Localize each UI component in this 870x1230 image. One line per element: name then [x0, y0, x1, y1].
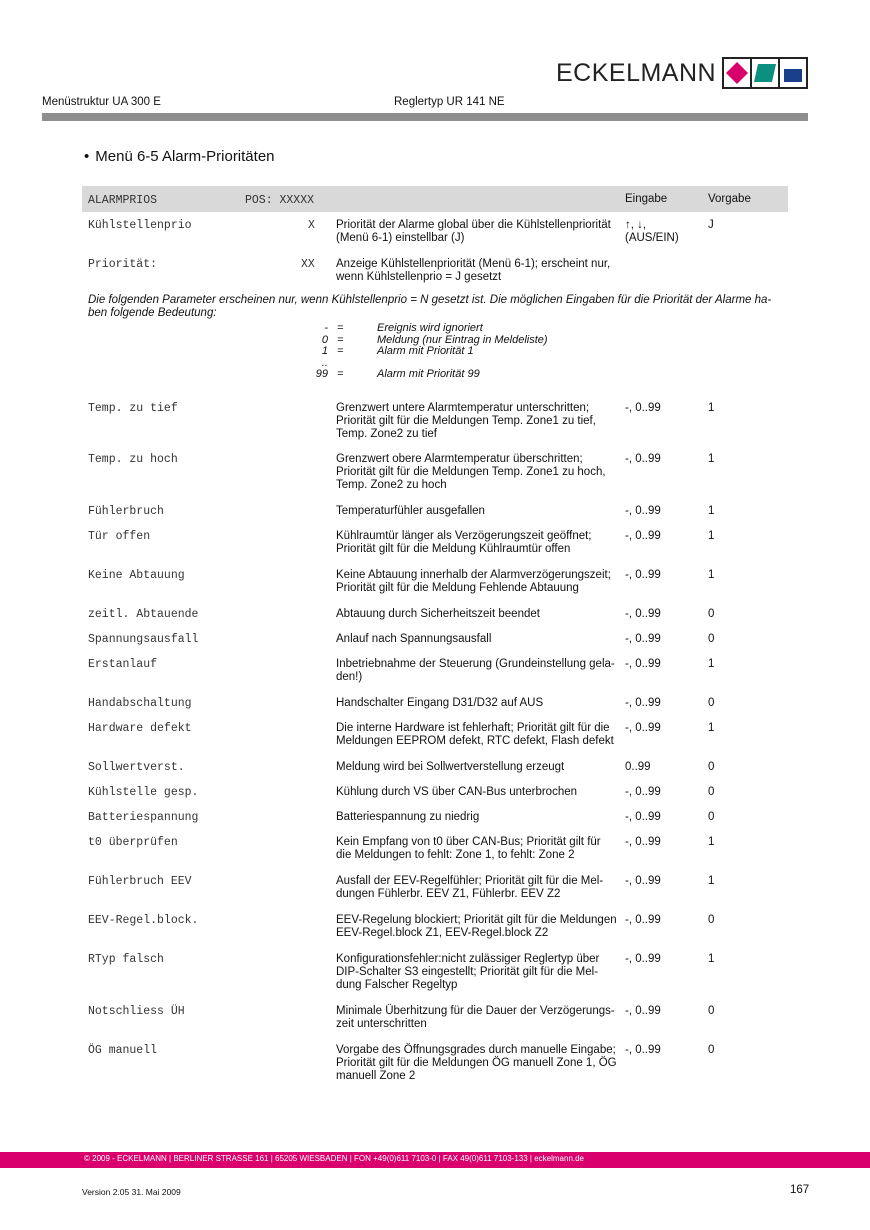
param-name: zeitl. Abtauende: [88, 608, 199, 621]
param-description: Konfigurationsfehler:nicht zulässiger Reglertyp über DIP-Schalter S3 eingestellt; Priorität gilt für die Mel-dung Falscher Regeltyp: [336, 953, 600, 991]
param-description: Ausfall der EEV-Regelfühler; Priorität gilt für die Mel-dungen Fühlerbr. EEV Z1, Fühlerbr. EEV Z2: [336, 875, 604, 900]
param-description: Anlauf nach Spannungsausfall: [336, 633, 492, 645]
legend-key: 1: [321, 345, 328, 357]
param-input: -, 0..99: [625, 875, 661, 887]
param-default: 1: [708, 722, 715, 734]
param-description: Priorität der Alarme global über die Kühlstellenpriorität (Menü 6-1) einstellbar (J): [336, 219, 611, 244]
legend-key: ..: [321, 356, 328, 369]
param-description: Handschalter Eingang D31/D32 auf AUS: [336, 697, 544, 709]
version-info: Version 2.05 31. Mai 2009: [82, 1187, 181, 1197]
parallelogram-icon: [752, 59, 778, 87]
param-name: Fühlerbruch EEV: [88, 875, 192, 888]
param-description: Kein Empfang von t0 über CAN-Bus; Priorität gilt für die Meldungen to fehlt: Zone 1, to fehlt: Zone 2: [336, 836, 601, 861]
param-name: Temp. zu hoch: [88, 453, 178, 466]
param-name: EEV-Regel.block.: [88, 914, 199, 927]
legend-eq: =: [337, 368, 344, 380]
param-description: Batteriespannung zu niedrig: [336, 811, 480, 823]
section-title-text: Menü 6-5 Alarm-Prioritäten: [95, 148, 275, 165]
legend-key: 0: [321, 333, 328, 346]
param-default: 1: [708, 530, 715, 542]
param-input: -, 0..99: [625, 836, 661, 848]
table-header-pos: POS: XXXXX: [245, 194, 315, 207]
param-name: Notschliess ÜH: [88, 1005, 185, 1018]
param-name: Priorität:: [88, 258, 158, 271]
param-default: 0: [708, 1005, 715, 1017]
param-input: -, 0..99: [625, 786, 661, 798]
param-description: Anzeige Kühlstellenpriorität (Menü 6-1); erscheint nur, wenn Kühlstellenprio = J gesetzt: [336, 258, 611, 283]
param-description: Abtauung durch Sicherheitszeit beendet: [336, 608, 540, 620]
param-name: Sollwertverst.: [88, 761, 185, 774]
legend-key: -: [324, 322, 328, 334]
param-symbol: X: [308, 219, 315, 232]
diamond-icon: [724, 59, 750, 87]
legend-meanings: [377, 323, 548, 381]
param-input: -, 0..99: [625, 453, 661, 465]
param-description: Keine Abtauung innerhalb der Alarmverzögerungszeit; Priorität gilt für die Meldung Fehlende Abtauung: [336, 569, 611, 594]
param-name: RTyp falsch: [88, 953, 164, 966]
param-default: 1: [708, 953, 715, 965]
param-default: 0: [708, 786, 715, 798]
param-default: 0: [708, 1044, 715, 1056]
param-description: Kühlung durch VS über CAN-Bus unterbrochen: [336, 786, 578, 798]
param-description: Vorgabe des Öffnungsgrades durch manuelle Eingabe; Priorität gilt für die Meldungen ÖG manuell Zone 1, ÖG manuell Zone 2: [336, 1044, 617, 1082]
param-name: Kühlstelle gesp.: [88, 786, 199, 799]
param-input: ↑, ↓, (AUS/EIN): [625, 219, 679, 244]
param-description: Grenzwert obere Alarmtemperatur überschritten; Priorität gilt für die Meldungen Temp. Zone1 zu hoch, Temp. Zone2 zu hoch: [336, 453, 606, 491]
header-document-title: Menüstruktur UA 300 E: [42, 96, 161, 108]
section-title: [84, 148, 275, 165]
param-name: Spannungsausfall: [88, 633, 199, 646]
param-name: Batteriespannung: [88, 811, 199, 824]
bullet: •: [84, 148, 90, 165]
param-default: 1: [708, 875, 715, 887]
legend-eq: =: [337, 333, 344, 346]
company-logo: [556, 58, 808, 88]
param-default: 1: [708, 402, 715, 414]
param-input: -, 0..99: [625, 953, 661, 965]
table-header-code: ALARMPRIOS: [88, 194, 158, 207]
param-default: 0: [708, 761, 715, 773]
param-input: -, 0..99: [625, 505, 661, 517]
param-name: Hardware defekt: [88, 722, 192, 735]
legend-equals: [337, 323, 343, 381]
param-name: Erstanlauf: [88, 658, 158, 671]
param-input: -, 0..99: [625, 608, 661, 620]
param-default: 0: [708, 697, 715, 709]
param-description: Meldung wird bei Sollwertverstellung erzeugt: [336, 761, 565, 773]
param-default: 0: [708, 608, 715, 620]
param-default: 1: [708, 569, 715, 581]
legend-text: Meldung (nur Eintrag in Meldeliste): [377, 333, 548, 346]
param-description: Kühlraumtür länger als Verzögerungszeit geöffnet; Priorität gilt für die Meldung Kühlraumtür offen: [336, 530, 592, 555]
param-default: 1: [708, 836, 715, 848]
param-input: -, 0..99: [625, 402, 661, 414]
param-input: -, 0..99: [625, 1005, 661, 1017]
logo-mark: [722, 57, 808, 89]
square-icon: [780, 59, 806, 87]
param-description: Inbetriebnahme der Steuerung (Grundeinstellung gela-den!): [336, 658, 615, 683]
page-number: 167: [790, 1184, 810, 1196]
logo-wordmark: ECKELMANN: [556, 58, 717, 87]
param-input: -, 0..99: [625, 697, 661, 709]
param-name: Kühlstellenprio: [88, 219, 192, 232]
param-description: Temperaturfühler ausgefallen: [336, 505, 485, 517]
param-input: -, 0..99: [625, 569, 661, 581]
param-symbol: XX: [301, 258, 315, 271]
table-header-vorgabe: Vorgabe: [708, 193, 751, 205]
param-default: 1: [708, 453, 715, 465]
param-default: 1: [708, 658, 715, 670]
legend-text: Alarm mit Priorität 99: [377, 368, 480, 380]
param-default: 0: [708, 914, 715, 926]
param-description: Grenzwert untere Alarmtemperatur unterschritten; Priorität gilt für die Meldungen Temp. Zone1 zu tief, Temp. Zone2 zu tief: [336, 402, 596, 440]
legend-eq: =: [337, 322, 344, 334]
param-input: -, 0..99: [625, 530, 661, 542]
param-name: Fühlerbruch: [88, 505, 164, 518]
param-description: Minimale Überhitzung für die Dauer der Verzögerungs-zeit unterschritten: [336, 1005, 615, 1030]
param-name: t0 überprüfen: [88, 836, 178, 849]
legend-key: 99: [315, 368, 328, 380]
param-name: Keine Abtauung: [88, 569, 185, 582]
param-default: J: [708, 219, 714, 231]
legend-text: Ereignis wird ignoriert: [377, 322, 483, 334]
note-paragraph: Die folgenden Parameter erscheinen nur, wenn Kühlstellenprio = N gesetzt ist. Die möglichen Eingaben für die Priorität der Alarme ha-ben folgende Bedeutung:: [88, 294, 772, 319]
param-description: EEV-Regelung blockiert; Priorität gilt für die Meldungen EEV-Regel.block Z1, EEV-Regel.block Z2: [336, 914, 617, 939]
param-input: -, 0..99: [625, 658, 661, 670]
table-header: [82, 186, 788, 212]
header-controller-type: Reglertyp UR 141 NE: [394, 96, 505, 108]
footer-contact: © 2009 - ECKELMANN | BERLINER STRASSE 161 | 65205 WIESBADEN | FON +49(0)611 7103-0 | FAX 49(0)611 7103-133 | eckelmann.de: [84, 1154, 585, 1163]
header-divider: [42, 113, 808, 121]
param-input: 0..99: [625, 761, 651, 773]
legend-eq: =: [337, 345, 344, 357]
param-default: 0: [708, 811, 715, 823]
table-header-eingabe: Eingabe: [625, 193, 668, 205]
param-input: -, 0..99: [625, 633, 661, 645]
param-name: Tür offen: [88, 530, 151, 543]
legend-keys: [300, 323, 328, 381]
param-default: 0: [708, 633, 715, 645]
param-input: -, 0..99: [625, 722, 661, 734]
legend-text: Alarm mit Priorität 1: [377, 345, 474, 357]
param-input: -, 0..99: [625, 1044, 661, 1056]
param-default: 1: [708, 505, 715, 517]
param-name: Handabschaltung: [88, 697, 192, 710]
param-input: -, 0..99: [625, 811, 661, 823]
param-name: Temp. zu tief: [88, 402, 178, 415]
param-input: -, 0..99: [625, 914, 661, 926]
param-name: ÖG manuell: [88, 1044, 158, 1057]
param-description: Die interne Hardware ist fehlerhaft; Priorität gilt für die Meldungen EEPROM defekt, RTC defekt, Flash defekt: [336, 722, 614, 747]
